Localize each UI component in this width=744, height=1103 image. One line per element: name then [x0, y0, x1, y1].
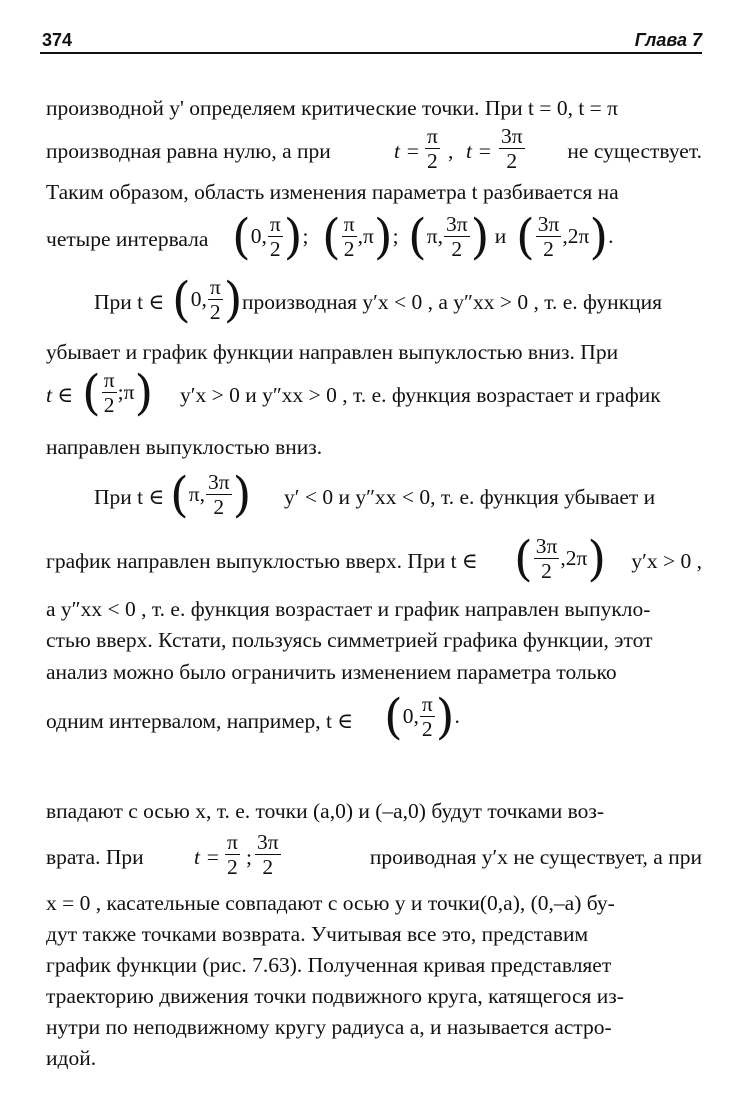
interval: ( $\frac{\pi}{2}$ ;π )	[82, 368, 154, 421]
text-line: дут также точками возврата. Учитывая все это, представим	[46, 922, 589, 946]
page-number: 374	[42, 30, 73, 50]
interval: ( 0 , $\frac{\pi}{2}$ ) .	[384, 690, 460, 745]
fraction: $\frac{\pi}{2}$	[227, 830, 238, 879]
text-line: убывает и график функции направлен выпуклостью вниз. При	[46, 340, 619, 364]
text-line: график функции (рис. 7.63). Полученная кривая представляет	[46, 953, 612, 977]
text-line: При t ∈ ( π, $\frac{3\pi}{2}$ ) y′ < 0 и y″xx < 0, т. е. функция убывает и	[94, 470, 656, 523]
text-line: траекторию движения точки подвижного круга, катящегося из-	[46, 984, 624, 1008]
text-line: одним интервалом, например, t ∈ ( 0 , $\frac{\pi}{2}$ ) .	[46, 690, 460, 745]
text-line: производная равна нулю, а при t = $\frac{\pi}{2}$ , t = $\frac{3\pi}{2}$ не существует.	[46, 124, 702, 173]
text-line: идой.	[46, 1046, 97, 1070]
text-line: производной y' определяем критические точки. При t = 0, t = π	[46, 96, 619, 120]
text-line: x = 0 , касательные совпадают с осью y и точки(0,a), (0,–a) бу-	[46, 891, 615, 915]
text-line: график направлен выпуклостью вверх. При t ∈ ( $\frac{3\pi}{2}$ ,2π ) y′x > 0 ,	[46, 532, 702, 587]
fraction: $\frac{\pi}{2}$	[427, 124, 438, 173]
text-line: t ∈ ( $\frac{\pi}{2}$ ;π ) y′x > 0 и y″xx > 0 , т. е. функция возрастает и график	[46, 368, 661, 421]
fraction: $\frac{3\pi}{2}$	[501, 124, 523, 173]
text-line: направлен выпуклостью вниз.	[46, 435, 323, 459]
text-line: стью вверх. Кстати, пользуясь симметрией графика функции, этот	[46, 628, 653, 652]
text-line: анализ можно было ограничить изменением параметра только	[46, 660, 617, 684]
text-line: врата. При t = $\frac{\pi}{2}$ ; $\frac{3\pi}{2}$ проиводная y′x не существует, а при	[46, 830, 702, 879]
interval: ( 0 , $\frac{\pi}{2}$ )	[172, 275, 243, 328]
text-line: Таким образом, область изменения параметра t разбивается на	[46, 180, 619, 204]
interval: ( $\frac{3\pi}{2}$ ,2π )	[514, 532, 607, 587]
chapter-title: Глава 7	[634, 30, 702, 50]
text-line: впадают с осью x, т. е. точки (a,0) и (–a,0) будут точками воз-	[46, 799, 604, 823]
page-header	[40, 30, 702, 56]
text-line: При t ∈ ( 0 , $\frac{\pi}{2}$ ) производная y′x < 0 , а y″xx > 0 , т. е. функция	[94, 275, 663, 328]
header-rule	[40, 52, 702, 54]
fraction: $\frac{3\pi}{2}$	[257, 830, 279, 879]
interval-2: ( $\frac{\pi}{2}$ ,π ) ;	[322, 208, 399, 265]
text-line: нутри по неподвижному кругу радиуса a, и называется астро-	[46, 1015, 612, 1039]
interval: ( π, $\frac{3\pi}{2}$ )	[170, 470, 252, 523]
text-line: а y″xx < 0 , т. е. функция возрастает и график направлен выпукло-	[46, 597, 651, 621]
interval-4: ( $\frac{3\pi}{2}$ ,2π ) .	[516, 208, 614, 265]
interval-1: ( 0 , $\frac{\pi}{2}$ ) ;	[232, 208, 309, 265]
interval-3: ( π, $\frac{3\pi}{2}$ ) и	[408, 208, 507, 265]
text-line: четыре интервала ( 0 , $\frac{\pi}{2}$ ) ; ( $\frac{\pi}{2}$ ,π ) ; ( π, $\frac{3\pi}{2}$ ) и ( $\frac{3\pi}{2}$ ,2π ) .	[46, 208, 614, 265]
